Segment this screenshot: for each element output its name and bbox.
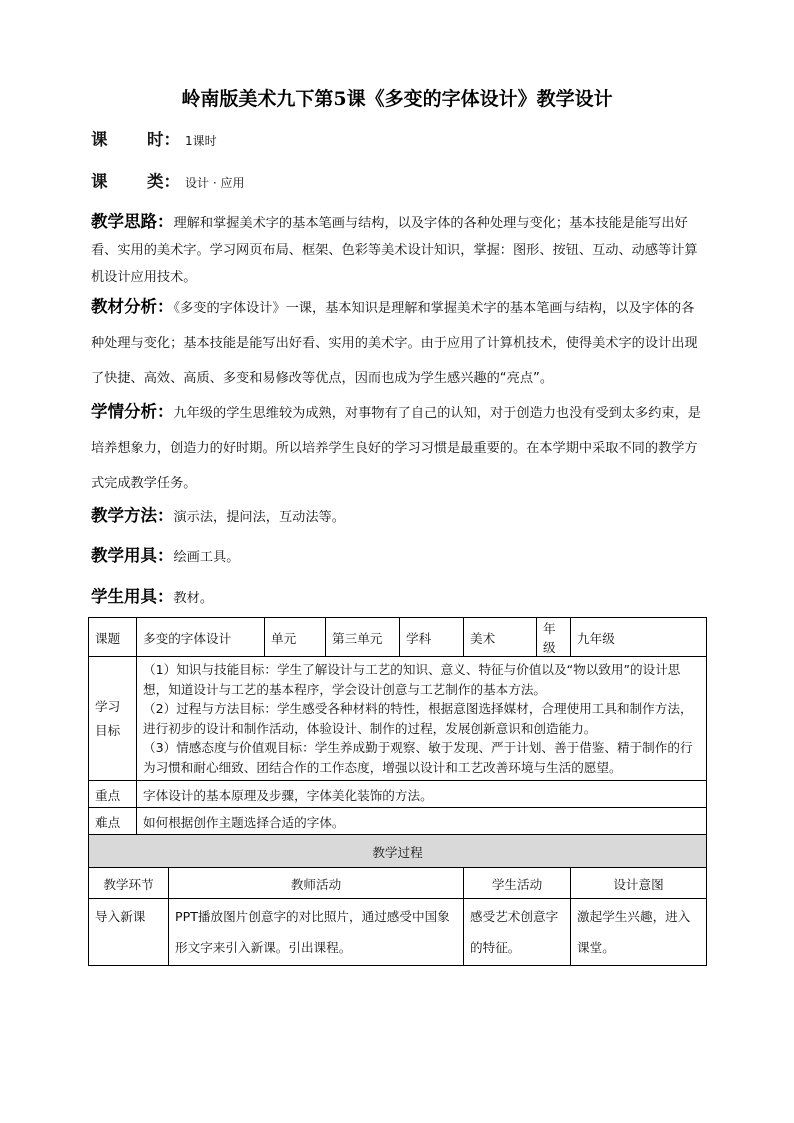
teaching-thinking-text: 理解和掌握美术字的基本笔画与结构，以及字体的各种处理与变化；基本技能是能写出好看、实用的美术字。学习网页布局、框架、色彩等美术设计知识，掌握：图形、按钮、互动、动感等计算机设计应用技术。 — [91, 216, 698, 285]
textbook-analysis — [91, 289, 705, 396]
subject-value: 美术 — [464, 618, 537, 657]
goal-1: （1）知识与技能目标：学生了解设计与工艺的知识、意义、特征与价值以及“物以致用”的设计思想，知道设计与工艺的基本程序，学会设计创意与工艺制作的基本方法。 — [143, 662, 681, 697]
difficulty-label: 难点 — [89, 808, 137, 835]
lesson-table — [88, 617, 707, 966]
difficulty-value: 如何根据创作主题选择合适的字体。 — [137, 808, 707, 835]
textbook-analysis-text: 《多变的字体设计》一课，基本知识是理解和掌握美术字的基本笔画与结构，以及字体的各种处理与变化；基本技能是能写出好看、实用的美术字。由于应用了计算机技术，使得美术字的设计出现了快捷、高效、高质、多变和易修改等优点，因而也成为学生感兴趣的“亮点”。 — [91, 301, 698, 386]
goal-2: （2）过程与方法目标：学生感受各种材料的特性，根据意图选择媒材，合理使用工具和制作方法，进行初步的设计和制作活动，体验设计、制作的过程，发展创新意识和创造能力。 — [143, 701, 693, 736]
row1-teacher: PPT播放图片创意字的对比照片，通过感受中国象形文字来引入新课。引出课程。 — [169, 899, 464, 966]
table-row — [89, 899, 707, 966]
topic-label: 课题 — [89, 618, 137, 657]
period-line — [91, 122, 705, 159]
teaching-method-text: 演示法，提问法，互动法等。 — [173, 510, 345, 525]
col-teacher-header: 教师活动 — [169, 868, 464, 899]
teaching-thinking — [91, 208, 705, 291]
row1-intent: 激起学生兴趣，进入课堂。 — [571, 899, 707, 966]
student-analysis-text: 九年级的学生思维较为成熟，对事物有了自己的认知，对于创造力也没有受到太多约束，是培养想象力，创造力的好时期。所以培养学生良好的学习习惯是最重要的。在本学期中采取不同的教学方式完成教学任务。 — [91, 406, 701, 491]
textbook-analysis-label: 教材分析： — [91, 297, 174, 316]
document-title: 岭南版美术九下第5课《多变的字体设计》教学设计 — [181, 88, 613, 110]
table-row — [89, 657, 707, 781]
key-point-label: 重点 — [89, 781, 137, 808]
teaching-method-label: 教学方法： — [91, 506, 174, 525]
subject-label: 学科 — [400, 618, 464, 657]
col-intent-header: 设计意图 — [571, 868, 707, 899]
student-analysis — [91, 394, 705, 501]
teaching-tools-label: 教学用具： — [91, 546, 174, 565]
grade-label: 年级 — [537, 618, 571, 657]
type-label-2: 类： — [147, 172, 180, 191]
table-row — [89, 808, 707, 835]
goal-3: （3）情感态度与价值观目标：学生养成勤于观察、敏于发现、严于计划、善于借鉴、精于制作的行为习惯和耐心细致、团结合作的工作态度，增强以设计和工艺改善环境与生活的愿望。 — [143, 740, 693, 775]
goals-label: 学习目标 — [89, 657, 137, 781]
unit-label: 单元 — [265, 618, 326, 657]
table-row — [89, 781, 707, 808]
row1-student: 感受艺术创意字的特征。 — [464, 899, 571, 966]
key-point-value: 字体设计的基本原理及步骤，字体美化装饰的方法。 — [137, 781, 707, 808]
process-title: 教学过程 — [89, 835, 707, 868]
table-row — [89, 618, 707, 657]
period-label-2: 时： — [147, 130, 180, 149]
grade-value: 九年级 — [571, 618, 707, 657]
period-value: 1课时 — [185, 134, 217, 148]
table-row — [89, 835, 707, 868]
teaching-thinking-label: 教学思路： — [91, 212, 174, 231]
col-stage-header: 教学环节 — [89, 868, 169, 899]
teaching-tools-text: 绘画工具。 — [173, 550, 240, 565]
type-value: 设计 · 应用 — [185, 176, 245, 190]
unit-value: 第三单元 — [326, 618, 400, 657]
table-row — [89, 868, 707, 899]
topic-value: 多变的字体设计 — [137, 618, 265, 657]
teaching-tools — [91, 538, 705, 575]
type-label-1: 课 — [91, 172, 108, 191]
row1-stage: 导入新课 — [89, 899, 169, 966]
goals-content — [137, 657, 707, 781]
student-analysis-label: 学情分析： — [91, 402, 174, 421]
student-tools — [91, 579, 705, 616]
type-line — [91, 164, 705, 201]
student-tools-text: 教材。 — [173, 591, 214, 606]
period-label-1: 课 — [91, 130, 108, 149]
col-student-header: 学生活动 — [464, 868, 571, 899]
student-tools-label: 学生用具： — [91, 587, 174, 606]
teaching-method — [91, 498, 705, 535]
